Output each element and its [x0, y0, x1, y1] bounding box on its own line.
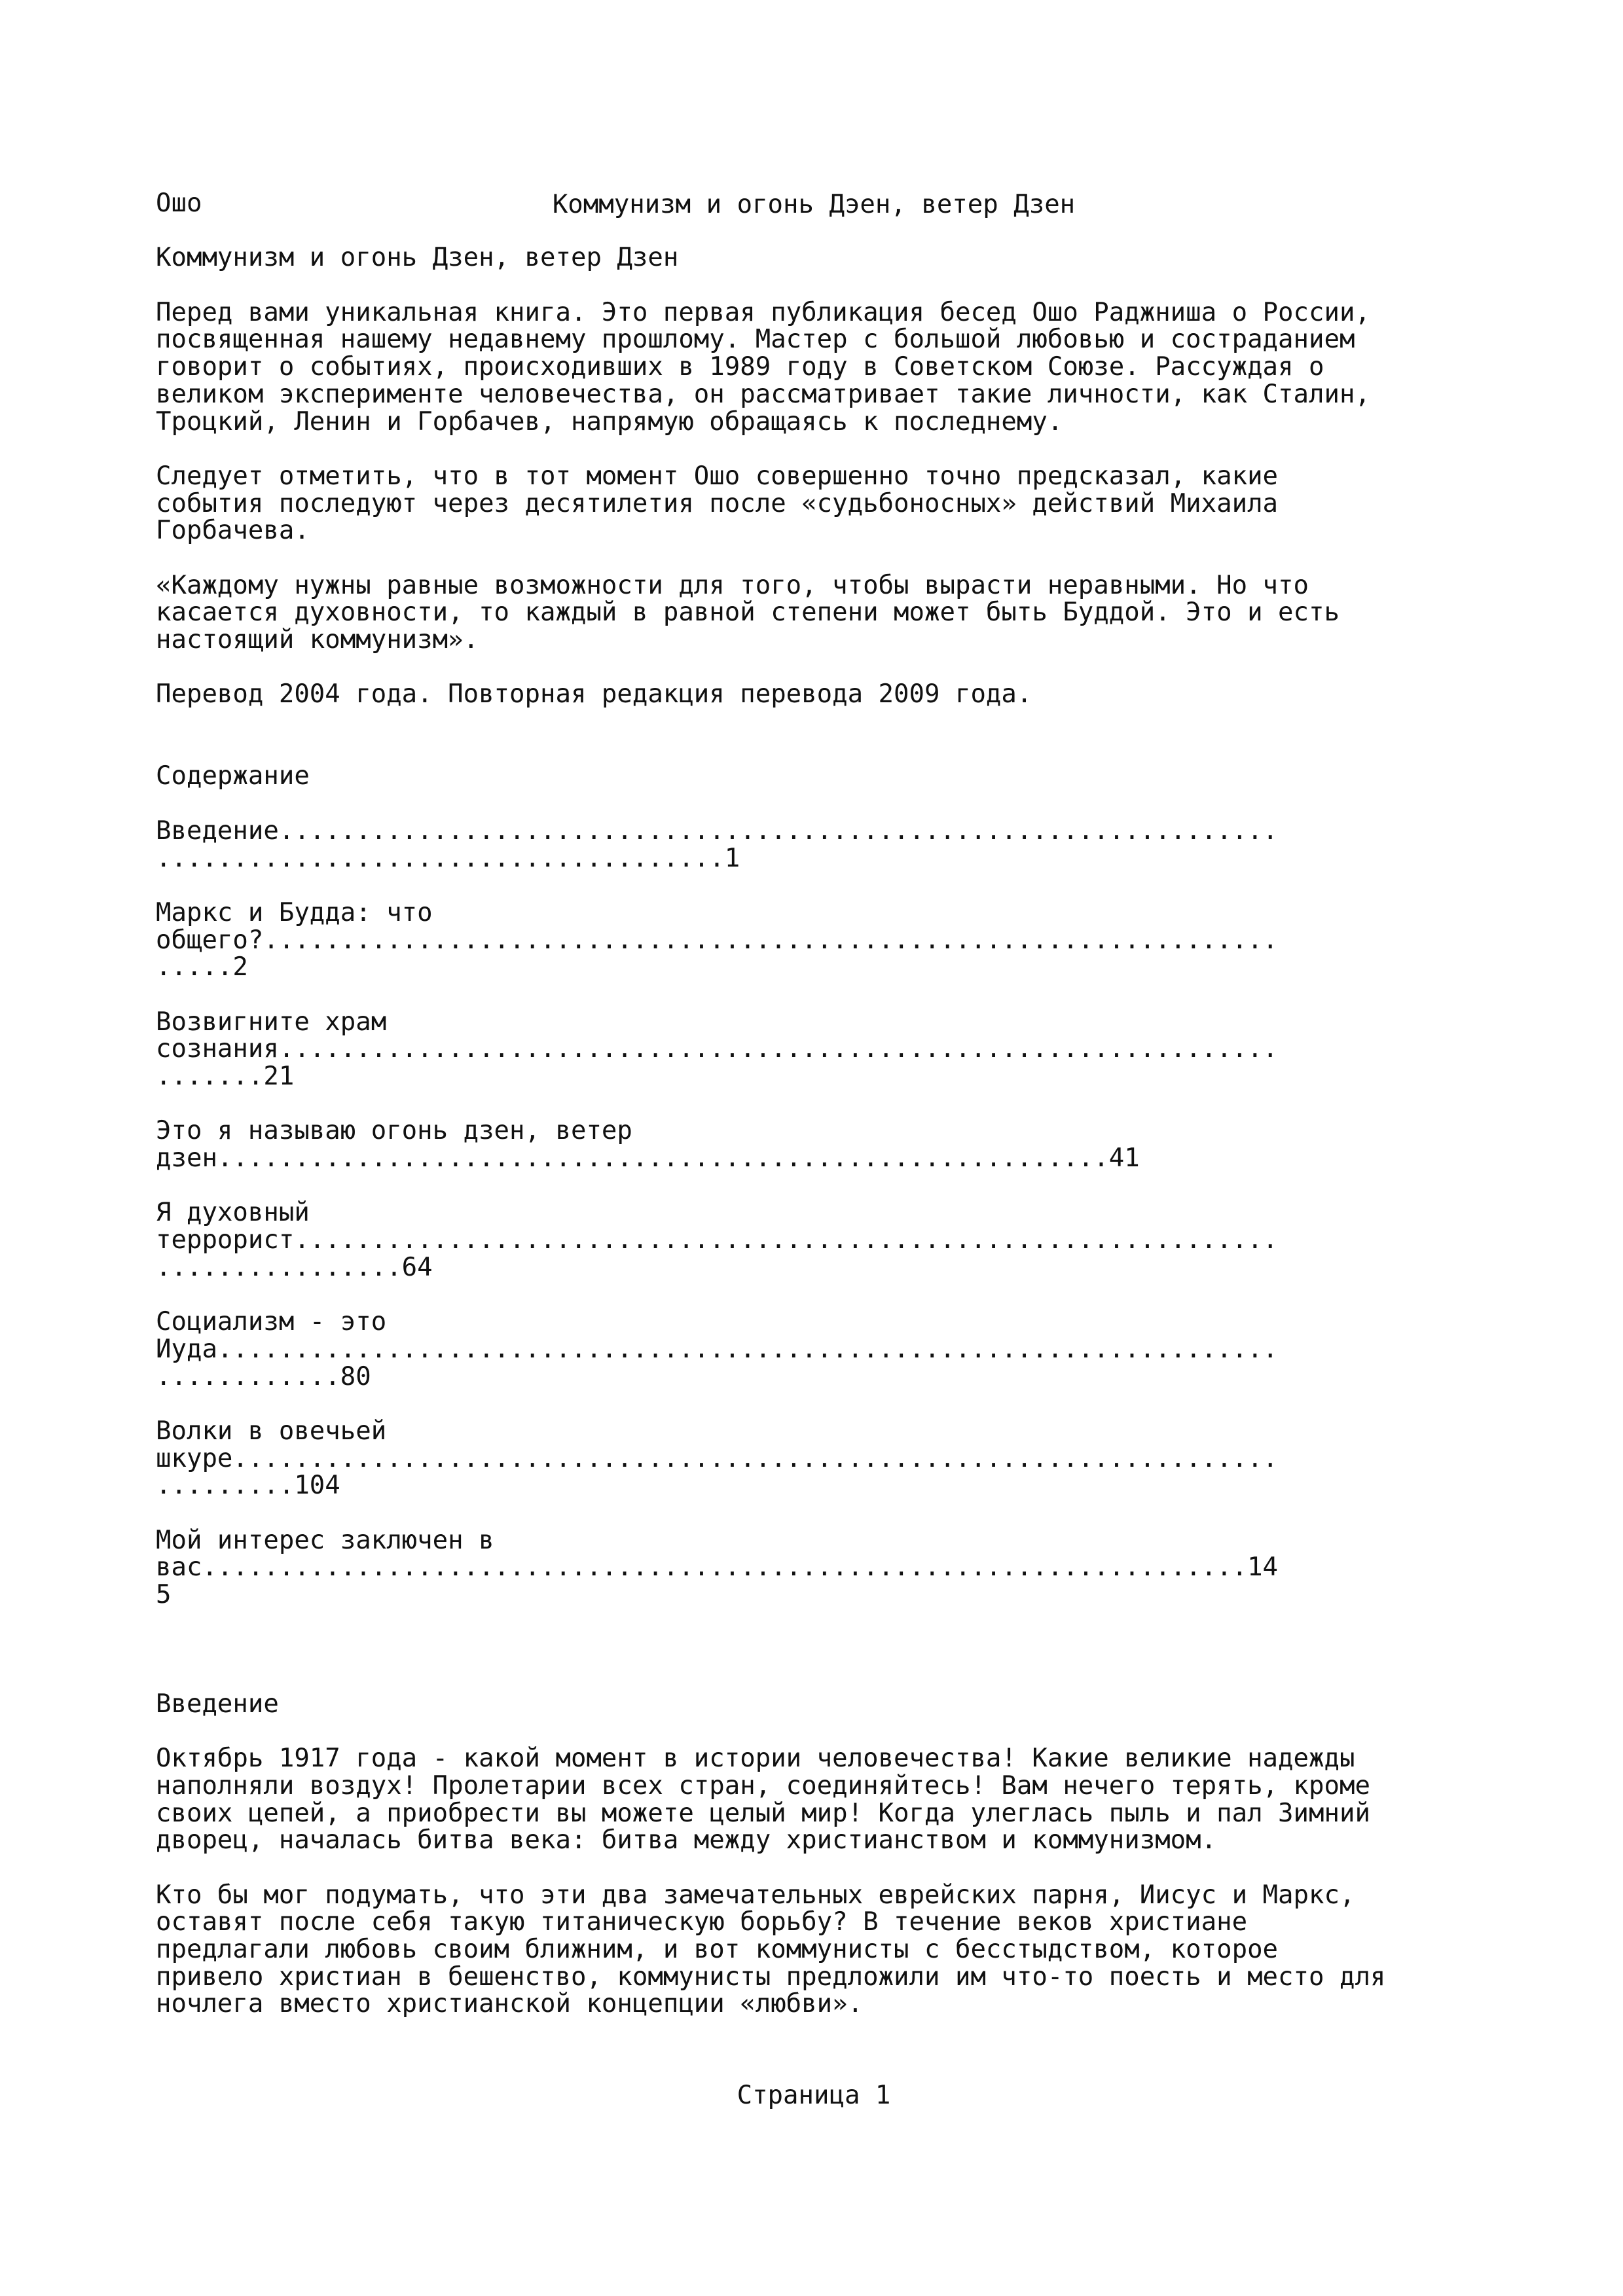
text-line: оставят после себя такую титаническую борьбу? В течение веков христиане — [156, 1907, 1248, 1937]
toc-line: Иуда..................................................................... — [156, 1334, 1279, 1364]
toc-entry[interactable] — [156, 817, 1472, 872]
toc-line: дзен..........................................................41 — [156, 1143, 1140, 1174]
text-line: говорит о событиях, происходивших в 1989 году в Советском Союзе. Рассуждая о — [156, 352, 1324, 382]
toc-entry[interactable] — [156, 1009, 1472, 1090]
toc-line: 5 — [156, 1580, 172, 1610]
translation-note: Перевод 2004 года. Повторная редакция перевода 2009 года. — [156, 679, 1032, 709]
intro-paragraph — [156, 299, 1472, 435]
text-line: предлагали любовь своим ближним, и вот коммунисты с бесстыдством, которое — [156, 1935, 1279, 1964]
toc-entry[interactable] — [156, 1527, 1472, 1609]
text-line: Кто бы мог подумать, что эти два замечательных еврейских парня, Иисус и Маркс, — [156, 1880, 1355, 1910]
text-line: Октябрь 1917 года - какой момент в истории человечества! Какие великие надежды — [156, 1744, 1355, 1774]
toc-line: Мой интерес заключен в — [156, 1525, 494, 1555]
text-line: события последуют через десятилетия после «судьбоносных» действий Михаила — [156, 488, 1279, 518]
text-line: наполняли воздух! Пролетарии всех стран, соединяйтесь! Вам нечего терять, кроме — [156, 1770, 1370, 1801]
toc-line: террорист................................................................ — [156, 1225, 1279, 1255]
text-line: касается духовности, то каждый в равной степени может быть Буддой. Это и есть — [156, 598, 1340, 628]
toc-line: Волки в овечьей — [156, 1416, 387, 1446]
text-line: своих цепей, а приобрести вы можете целый мир! Когда улеглась пыль и пал Зимний — [156, 1798, 1370, 1828]
running-header: Коммунизм и огонь Дэен, ветер Дзен — [552, 190, 1076, 219]
page-body — [156, 190, 1472, 2018]
chapter-paragraph — [156, 1882, 1472, 2018]
text-line: посвященная нашему недавнему прошлому. Мастер с большой любовью и состраданием — [156, 325, 1355, 355]
toc-line: шкуре.................................................................... — [156, 1443, 1279, 1473]
book-title: Коммунизм и огонь Дзен, ветер Дзен — [156, 243, 679, 273]
quote-paragraph — [156, 572, 1472, 654]
text-line: Перед вами уникальная книга. Это первая публикация бесед Ошо Раджниша о России, — [156, 297, 1370, 327]
toc-entry[interactable] — [156, 1308, 1472, 1390]
toc-line: Возвигните храм — [156, 1007, 387, 1037]
text-line: Горбачева. — [156, 516, 310, 546]
toc-line: .....2 — [156, 952, 248, 982]
toc-line: .....................................1 — [156, 843, 740, 873]
chapter-heading: Введение — [156, 1689, 279, 1719]
text-line: Троцкий, Ленин и Горбачев, напрямую обращаясь к последнему. — [156, 406, 1063, 437]
toc-line: сознания................................................................. — [156, 1034, 1279, 1064]
toc-line: общего?.................................................................. — [156, 925, 1279, 955]
text-line: «Каждому нужны равные возможности для того, чтобы вырасти неравными. Но что — [156, 570, 1309, 600]
text-line: великом эксперименте человечества, он рассматривает такие личности, как Сталин, — [156, 379, 1370, 409]
author-line: Ошо — [156, 188, 202, 218]
toc-line: Введение................................................................. — [156, 816, 1279, 846]
toc-heading: Содержание — [156, 761, 310, 791]
text-line: привело христиан в бешенство, коммунисты предложили им что-то поесть и место для — [156, 1962, 1386, 1992]
toc-line: ................64 — [156, 1252, 433, 1282]
toc-line: Это я называю огонь дзен, ветер — [156, 1116, 632, 1146]
toc-line: Маркс и Будда: что — [156, 897, 433, 927]
toc-line: Социализм - это — [156, 1307, 387, 1337]
toc-entry[interactable] — [156, 1117, 1472, 1172]
text-line: дворец, началась битва века: битва между христианством и коммунизмом. — [156, 1825, 1217, 1856]
chapter-paragraph — [156, 1745, 1472, 1854]
text-line: Следует отметить, что в тот момент Ошо совершенно точно предсказал, какие — [156, 461, 1279, 491]
toc-entry[interactable] — [156, 1199, 1472, 1281]
toc-line: .........104 — [156, 1471, 340, 1501]
toc-entry[interactable] — [156, 1418, 1472, 1499]
intro-paragraph — [156, 463, 1472, 545]
toc-line: ............80 — [156, 1361, 371, 1391]
toc-line: .......21 — [156, 1062, 295, 1091]
text-line: настоящий коммунизм». — [156, 625, 479, 655]
toc-line: вас....................................................................14 — [156, 1552, 1279, 1583]
toc-line: Я духовный — [156, 1198, 310, 1228]
text-line: ночлега вместо христианской концепции «любви». — [156, 1989, 864, 2019]
toc-entry[interactable] — [156, 899, 1472, 981]
page-number-footer: Страница 1 — [737, 2081, 891, 2110]
